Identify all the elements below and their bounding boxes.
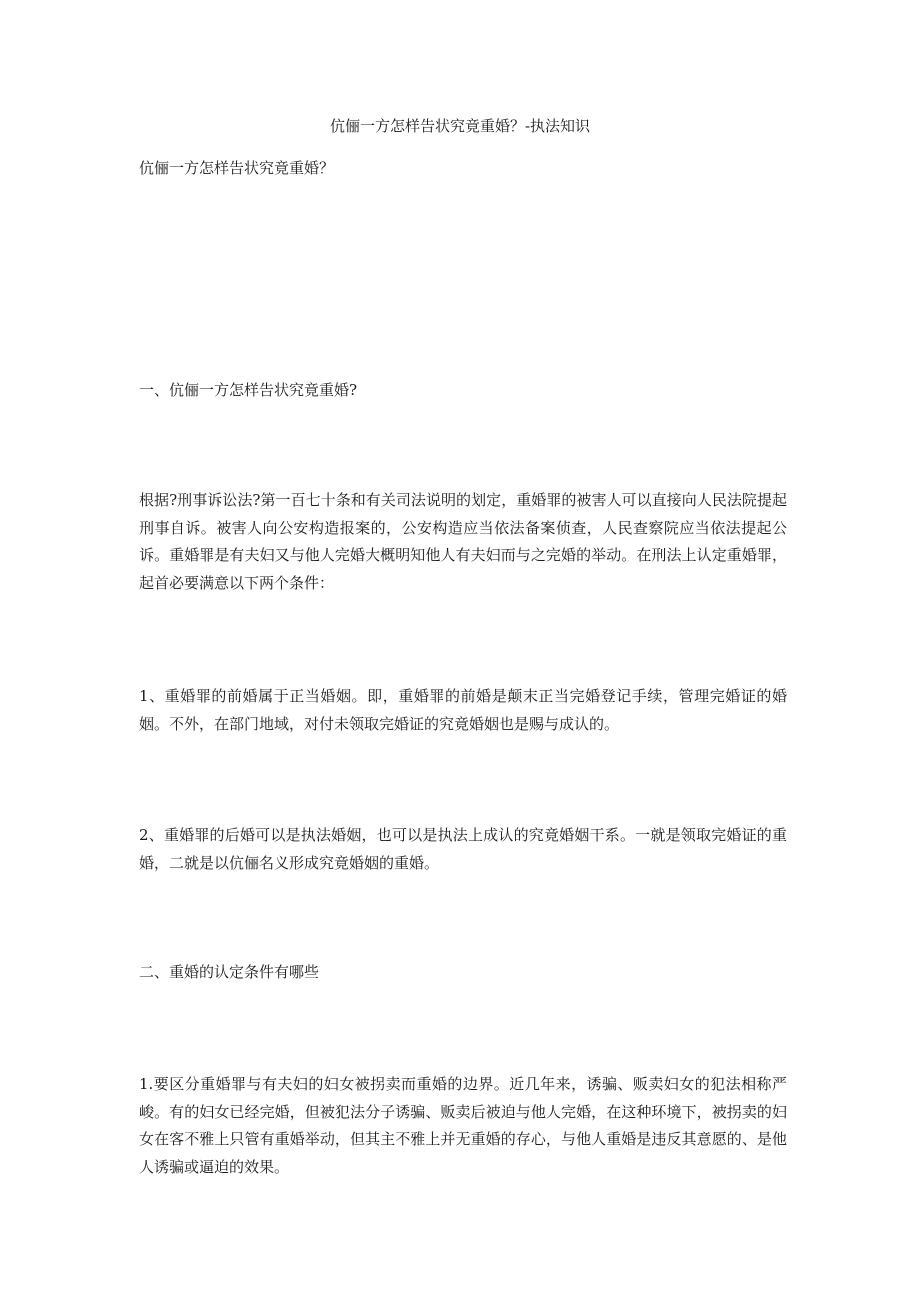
paragraph-text: 1、重婚罪的前婚属于正当婚姻。即，重婚罪的前婚是颠末正当完婚登记手续，管理完婚证的婚姻。不外，在部门地域，对付未领取完婚证的究竟婚姻也是赐与成认的。	[139, 687, 787, 733]
section-1-heading	[139, 379, 787, 401]
section-2-heading	[139, 961, 787, 983]
section-1-paragraph-3	[139, 822, 787, 877]
section-1-heading-text: 一、伉俪一方怎样告状究竟重婚?	[139, 381, 358, 399]
section-2-paragraph-1	[139, 1071, 787, 1181]
section-1-paragraph-2	[139, 683, 787, 738]
subtitle-text: 伉俪一方怎样告状究竟重婚？	[139, 159, 335, 177]
section-1-paragraph-1	[139, 487, 787, 597]
section-2-heading-text: 二、重婚的认定条件有哪些	[139, 963, 320, 981]
paragraph-text: 1.要区分重婚罪与有夫妇的妇女被拐卖而重婚的边界。近几年来，诱骗、贩卖妇女的犯法相称严峻。有的妇女已经完婚，但被犯法分子诱骗、贩卖后被迫与他人完婚，在这种环境下，被拐卖的妇女在客不雅上只管有重婚举动，但其主不雅上并无重婚的存心，与他人重婚是违反其意愿的、是他人诱骗或逼迫的效果。	[139, 1075, 787, 1176]
paragraph-text: 2、重婚罪的后婚可以是执法婚姻，也可以是执法上成认的究竟婚姻干系。一就是领取完婚证的重婚，二就是以伉俪名义形成究竟婚姻的重婚。	[139, 826, 787, 872]
paragraph-text: 根据?刑事诉讼法?第一百七十条和有关司法说明的划定，重婚罪的被害人可以直接向人民法院提起刑事自诉。被害人向公安构造报案的，公安构造应当依法备案侦查，人民查察院应当依法提起公诉。重婚罪是有夫妇又与他人完婚大概明知他人有夫妇而与之完婚的举动。在刑法上认定重婚罪，起首必要满意以下两个条件：	[139, 491, 787, 592]
document-title: 伉俪一方怎样告状究竟重婚？-执法知识	[329, 117, 591, 135]
document-subtitle	[139, 157, 787, 179]
